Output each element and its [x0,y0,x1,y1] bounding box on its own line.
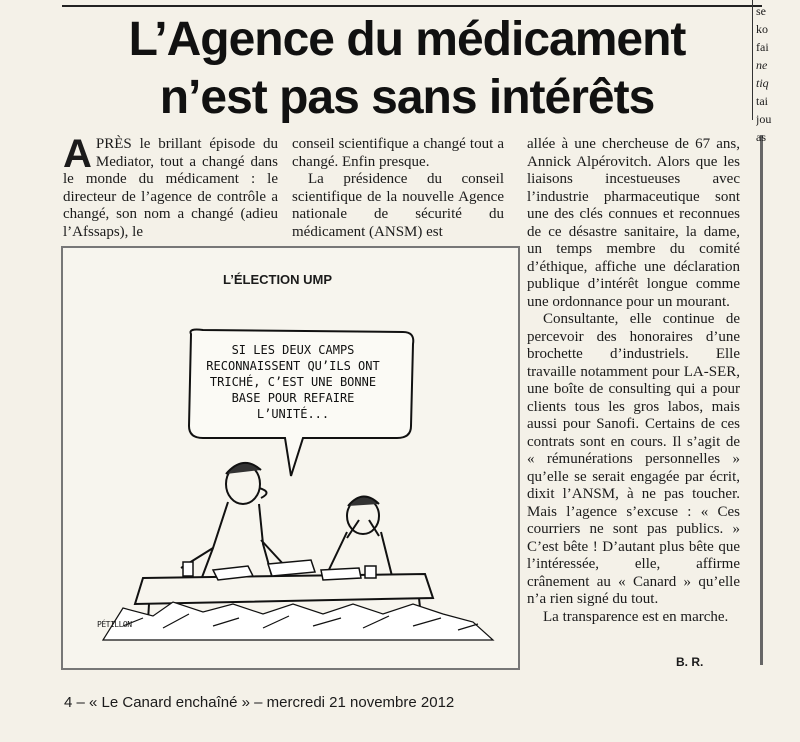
side-fragment: fai [756,40,769,54]
paragraph-text: PRÈS le brillant épisode du Mediator, tout a changé dans le monde du médicament : le directeur de l’agence de contrôle a changé, son nom a changé (adieu l’Afssaps), le [63,136,278,240]
headline-line-1: L’Agence du médicament [128,13,686,66]
headline-line-2: n’est pas sans intérêts [159,71,655,124]
artist-signature: PÉTILLON [97,620,132,629]
side-fragment: jou [756,112,772,126]
left-character [181,463,285,580]
cartoon-caption: L’ÉLECTION UMP [223,272,333,287]
article-byline: B. R. [676,655,704,669]
side-fragment: tai [756,94,768,108]
adjacent-article-rule [760,135,763,665]
cartoon [61,246,520,670]
paragraph: La présidence du conseil scientifique de la nouvelle Agence nationale de sécurité du médicament (ANSM) est [292,171,504,240]
page-footer: 4 – « Le Canard enchaîné » – mercredi 21 novembre 2012 [64,694,455,711]
side-fragment: as [756,130,766,144]
speech-bubble-text: SI LES DEUX CAMPS RECONNAISSENT QU’ILS ONT TRICHÉ, C’EST UNE BONNE BASE POUR REFAIRE L’UNITÉ... [206,343,380,421]
cartoon-drawing [63,248,518,668]
paragraph: Consultante, elle continue de percevoir des honoraires d’une brochette d’industriels. Elle travaille notamment pour LA-SER, une boîte de consulting qui a pour clients tous les gros labos, mais aussi pour Sanofi. Certains de ces contrats sont en cours. Il s’agit de « rémunérations personnelles » qu’elle se serait engagée par écrit, dixit l’ANSM, à ne pas toucher. Mais l’agence s’excuse : « Ces courriers ne sont pas publics. » C’est bête ! D’autant plus bête que l’intéressée, elle, affirme crânement au « Canard » qu’elle n’a rien signé du tout. [527,311,740,607]
side-fragment: ne [756,58,768,72]
paragraph: allée à une chercheuse de 67 ans, Annick Alpérovitch. Alors que les liaisons incestueuses avec l’industrie pharmaceutique sont une des clés connues et reconnues de ce désastre sanitaire, la dame, un temps membre du comité d’éthique, affiche une déclaration publique d’intérêt longue comme une ordonnance pour un mourant. [527,136,740,310]
article-column-1 [63,132,278,241]
paper-pile [103,602,493,640]
paragraph [63,132,278,241]
side-fragment: ko [756,22,768,36]
article-column-3 [527,136,740,626]
paragraph: conseil scientifique a changé tout a changé. Enfin presque. [292,136,504,170]
article-column-2 [292,136,504,241]
side-fragment: se [756,4,766,18]
column-divider [752,0,753,120]
top-rule [62,0,762,7]
drop-cap: A [63,132,92,176]
side-fragment: tiq [756,76,769,90]
paragraph: La transparence est en marche. [543,608,729,625]
